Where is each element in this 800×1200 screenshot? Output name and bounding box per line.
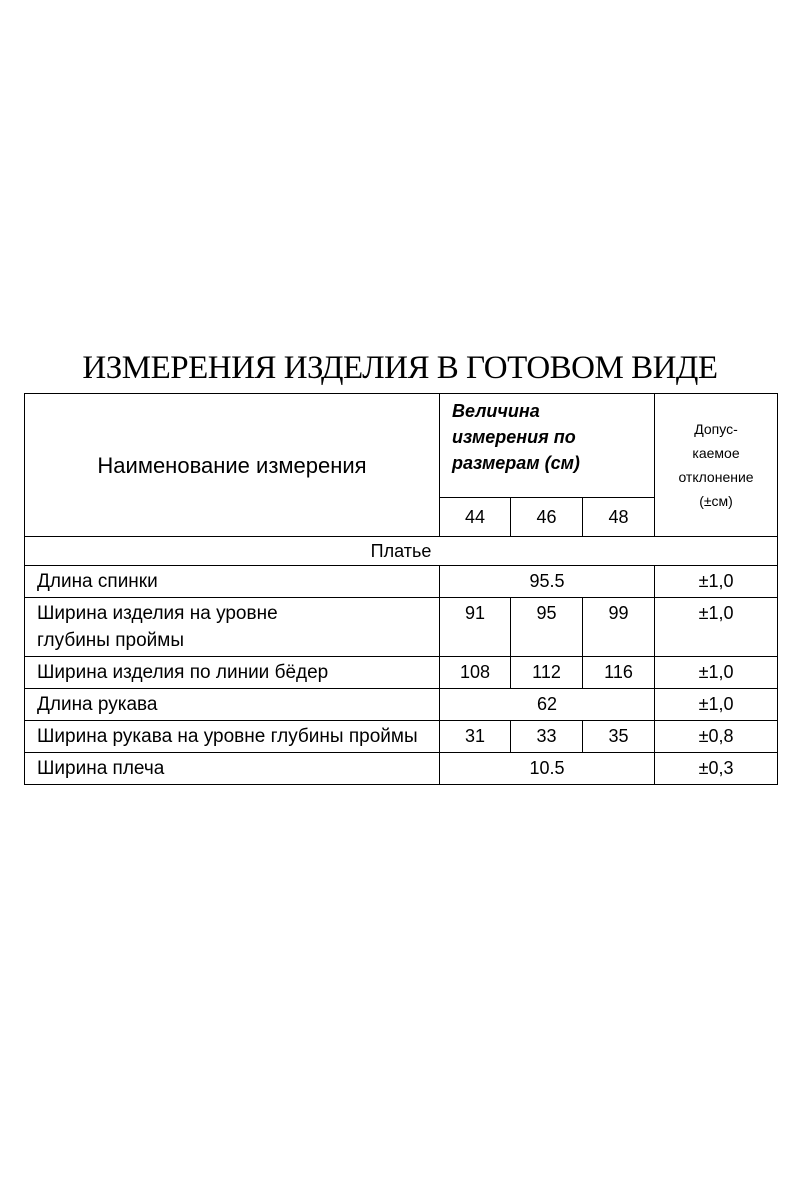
measurement-value: 99 bbox=[583, 598, 655, 657]
page-title: ИЗМЕРЕНИЯ ИЗДЕЛИЯ В ГОТОВОМ ВИДЕ bbox=[82, 350, 718, 386]
table-header-row bbox=[25, 394, 778, 498]
measurement-value: 10.5 bbox=[440, 753, 655, 785]
tolerance-value: ±1,0 bbox=[655, 598, 778, 657]
size-header-line: Величина bbox=[452, 401, 540, 421]
measurement-name-text: Ширина изделия на уровне глубины проймы bbox=[37, 603, 278, 651]
measurement-value: 31 bbox=[440, 721, 511, 753]
table-row bbox=[25, 721, 778, 753]
tolerance-header bbox=[655, 394, 778, 537]
measurement-name: Длина рукава bbox=[25, 689, 440, 721]
section-title: Платье bbox=[25, 537, 778, 566]
section-row bbox=[25, 537, 778, 566]
size-46: 46 bbox=[511, 498, 583, 537]
size-header-line: измерения по bbox=[452, 427, 576, 447]
tolerance-header-line: отклонение bbox=[678, 469, 754, 485]
size-header bbox=[440, 394, 655, 498]
measurement-value: 95 bbox=[511, 598, 583, 657]
tolerance-value: ±0,8 bbox=[655, 721, 778, 753]
measurement-name-header: Наименование измерения bbox=[25, 394, 440, 537]
measurement-value: 33 bbox=[511, 721, 583, 753]
table-row bbox=[25, 566, 778, 598]
tolerance-header-line: (±см) bbox=[699, 493, 733, 509]
measurement-value: 112 bbox=[511, 657, 583, 689]
measurement-value: 62 bbox=[440, 689, 655, 721]
tolerance-value: ±1,0 bbox=[655, 689, 778, 721]
measurement-value: 91 bbox=[440, 598, 511, 657]
measurement-name: Ширина рукава на уровне глубины проймы bbox=[25, 721, 440, 753]
tolerance-header-line: каемое bbox=[692, 445, 740, 461]
measurement-name: Ширина изделия по линии бёдер bbox=[25, 657, 440, 689]
measurement-value: 95.5 bbox=[440, 566, 655, 598]
table-row bbox=[25, 657, 778, 689]
tolerance-header-line: Допус- bbox=[694, 421, 738, 437]
measurements-table bbox=[24, 393, 778, 785]
tolerance-value: ±1,0 bbox=[655, 566, 778, 598]
size-header-line: размерам (см) bbox=[452, 453, 580, 473]
measurement-name: Длина спинки bbox=[25, 566, 440, 598]
measurement-name: Ширина плеча bbox=[25, 753, 440, 785]
measurement-value: 116 bbox=[583, 657, 655, 689]
size-44: 44 bbox=[440, 498, 511, 537]
tolerance-value: ±0,3 bbox=[655, 753, 778, 785]
size-48: 48 bbox=[583, 498, 655, 537]
table-row bbox=[25, 598, 778, 657]
measurement-name bbox=[25, 598, 440, 657]
table-row bbox=[25, 689, 778, 721]
table-row bbox=[25, 753, 778, 785]
measurement-value: 108 bbox=[440, 657, 511, 689]
measurement-value: 35 bbox=[583, 721, 655, 753]
tolerance-value: ±1,0 bbox=[655, 657, 778, 689]
